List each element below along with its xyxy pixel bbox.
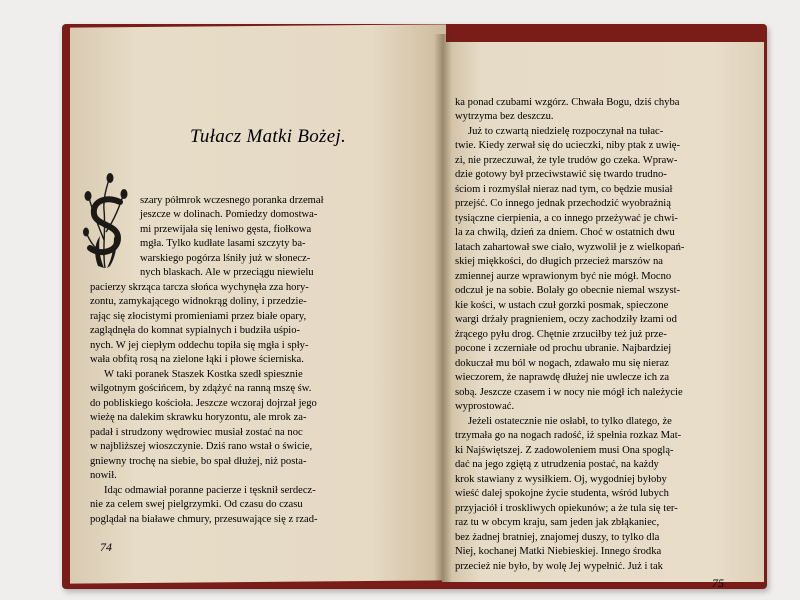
text-line: żrącego pyłu drog. Chętnie zrzuciłby też już prze- [455,329,667,340]
text-line: bez żadnej bratniej, znajomej duszy, to tylko dla [455,532,660,543]
text-line: poglądał na białawe chmury, przesuwające się z rzad- [90,514,318,525]
text-line: nych. W jej ciepłym oddechu topiła się mgła i spły- [90,340,309,351]
text-line: wieczorem, że naprawdę dłużej nie uwlecze ich za [455,372,670,383]
text-line: tysiączne cierpienia, a co innego przeżywać je chwi- [455,213,678,224]
text-line: dokuczał mu ból w nogach, zdawało mu się nieraz [455,358,669,369]
text-line: do pobliskiego kościoła. Jeszcze wczoraj dojrzał jego [90,398,317,409]
text-line: gniewny trochę na siebie, bo spał dłużej, niż posta- [90,456,307,467]
text-line: pacierzy skrząca tarcza słońca wychynęła zza hory- [90,282,309,293]
text-line: wała obfitą rosą na zielone łąki i płowe ścierniska. [90,354,304,365]
text-line: jeszcze w dolinach. Pomiedzy domostwa- [140,209,318,220]
text-line: dać na jego zgiętą z utrudzenia postać, na każdy [455,459,659,470]
text-line: nowił. [90,470,117,481]
text-line: ka ponad czubami wzgórz. Chwała Bogu, dziś chyba [455,97,680,108]
text-line: kie kości, w ustach czuł gorzki posmak, spieczone [455,300,669,311]
text-line: raz tu w obcym kraju, sam jeden jak zbłąkaniec, [455,517,660,528]
text-line: przyjaciół i troskliwych opiekunów; a że tula się ter- [455,503,678,514]
text-line: ki Najświętszej. Z zadowoleniem musi Ona spoglą- [455,445,674,456]
text-line: zmiennej aurze wprawionym być nie mógł. Mocno [455,271,672,282]
page-number-left: 74 [100,540,112,554]
text-line: w najbliższej wioszczynie. Dziś rano wstał o świcie, [90,441,313,452]
page-number-right: 75 [712,576,724,590]
text-line: zontu, zamykającego widnokrąg doliny, i przedzie- [90,296,307,307]
text-line: skiej miękkości, do długich przecież marszów na [455,256,663,267]
text-line: sobą. Jeszcze czasem i w nocy nie mógł ich należycie [455,387,683,398]
text-line: Idąc odmawiał poranne pacierze i tęsknił serdecz- [104,485,316,496]
text-line: Jeżeli ostatecznie nie osłabł, to tylko dlatego, że [468,416,672,427]
text-line: krok stawiany z wysiłkiem. Oj, wygodniej byłoby [455,474,667,485]
text-line: zi, nie przeczuwał, że tyle trudów go czeka. Wpraw- [455,155,678,166]
text-line: przejść. Co innego jednak przechodzić wyobraźnią [455,198,671,209]
text-line: warskiego pogórza lśniły już w słonecz- [140,253,311,264]
text-line: wargi drżały pragnieniem, oczy zachodziły łzami od [455,314,677,325]
text-line: nych blaskach. Ale w przeciągu niewielu [140,267,314,278]
text-line: ściom i rozmyślał nieraz nad tym, co będzie musiał [455,184,673,195]
text-line: W taki poranek Staszek Kostka szedł spiesznie [104,369,303,380]
text-line: wieżę na dalekim skrawku horyzontu, ale mrok za- [90,412,307,423]
text-line: odczuł je na sobie. Bolały go obecnie niemal wszyst- [455,285,681,296]
text-line: szary półmrok wczesnego poranka drzemał [140,195,324,206]
text-line: trzymała go na nogach radość, iż spełnia rozkaz Mat- [455,430,682,441]
text-line: wytrzyma bez deszczu. [455,111,554,122]
text-line: rając się złocistymi promieniami przez białe opary, [90,311,307,322]
text-line: twie. Kiedy zerwał się do ucieczki, niby ptak z uwię- [455,140,681,151]
text-line: Niej, kochanej Matki Niebieskiej. Innego środka [455,546,662,557]
text-line: Już to czwartą niedzielę rozpoczynał na tułac- [468,126,664,137]
text-line: pocone i zczerniałe od prochu ubranie. Najbardziej [455,343,672,354]
text-line: padał i strudzony wędrowiec musiał zostać na noc [90,427,303,438]
text-line: nie za celem swej pielgrzymki. Od czasu do czasu [90,499,303,510]
text-line: przecież nie było, by wolę Jej wypełnić. Już i tak [455,561,663,572]
text-line: wieść dalej spokojne życie studenta, wśród lubych [455,488,669,499]
text-line: la za chwilą, dzień za dniem. Choć w ostatnich dwu [455,227,675,238]
text-line: latach zahartował swe ciało, wyzwolił je z wielkopań- [455,242,685,253]
text-line: zaglądnęła do komnat sypialnych i budziła uśpio- [90,325,301,336]
book-gutter [434,34,452,582]
text-line: dzie gotowy był przeciwstawić się twardo trudno- [455,169,667,180]
text-line: mgła. Tylko kudłate lasami szczyty ba- [140,238,306,249]
text-line: wilgotnym gościńcem, by zdążyć na ranną mszę św. [90,383,312,394]
text-line: mi przewijała się leniwo gęsta, fiołkowa [140,224,312,235]
decorative-initial-s-with-snowdrops [80,170,130,276]
text-line: wyprostować. [455,401,515,412]
chapter-title: Tułacz Matki Bożej. [190,126,347,147]
right-page [442,42,764,582]
